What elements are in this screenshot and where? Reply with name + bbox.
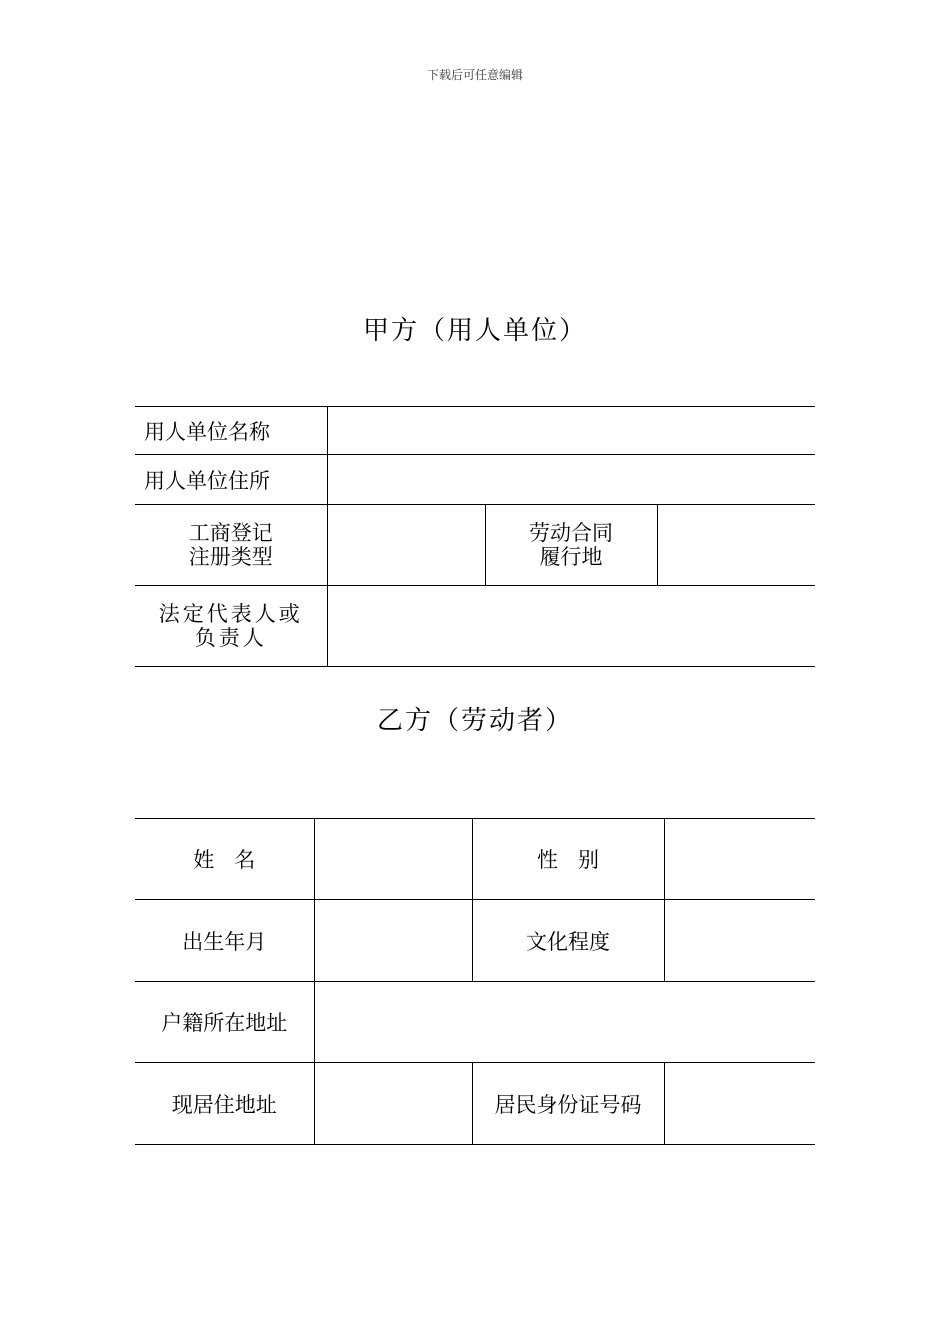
party-b-table — [135, 818, 815, 1145]
party-a-table — [135, 406, 815, 667]
contract-place-label: 劳动合同 履行地 — [485, 505, 657, 586]
education-label: 文化程度 — [472, 900, 664, 982]
education-field[interactable] — [664, 900, 815, 982]
party-b-title: 乙方（劳动者） — [376, 706, 573, 736]
gender-label: 性 别 — [472, 819, 664, 900]
header-note: 下载后可任意编辑 — [426, 68, 523, 82]
registration-type-label: 工商登记 注册类型 — [135, 505, 327, 586]
id-number-label: 居民身份证号码 — [472, 1063, 664, 1145]
legal-rep-label: 法定代表人或 负责人 — [135, 586, 327, 667]
birth-label: 出生年月 — [135, 900, 314, 982]
id-number-field[interactable] — [664, 1063, 815, 1145]
gender-field[interactable] — [664, 819, 815, 900]
registration-type-field[interactable] — [327, 505, 485, 586]
birth-field[interactable] — [314, 900, 472, 982]
current-address-label: 现居住地址 — [135, 1063, 314, 1145]
household-address-field[interactable] — [314, 982, 815, 1063]
party-a-title: 甲方（用人单位） — [362, 316, 587, 346]
name-label: 姓 名 — [135, 819, 314, 900]
unit-address-label: 用人单位住所 — [135, 455, 327, 505]
legal-rep-field[interactable] — [327, 586, 815, 667]
name-field[interactable] — [314, 819, 472, 900]
unit-name-field[interactable] — [327, 407, 815, 455]
current-address-field[interactable] — [314, 1063, 472, 1145]
unit-name-label: 用人单位名称 — [135, 407, 327, 455]
household-address-label: 户籍所在地址 — [135, 982, 314, 1063]
contract-place-field[interactable] — [657, 505, 815, 586]
unit-address-field[interactable] — [327, 455, 815, 505]
